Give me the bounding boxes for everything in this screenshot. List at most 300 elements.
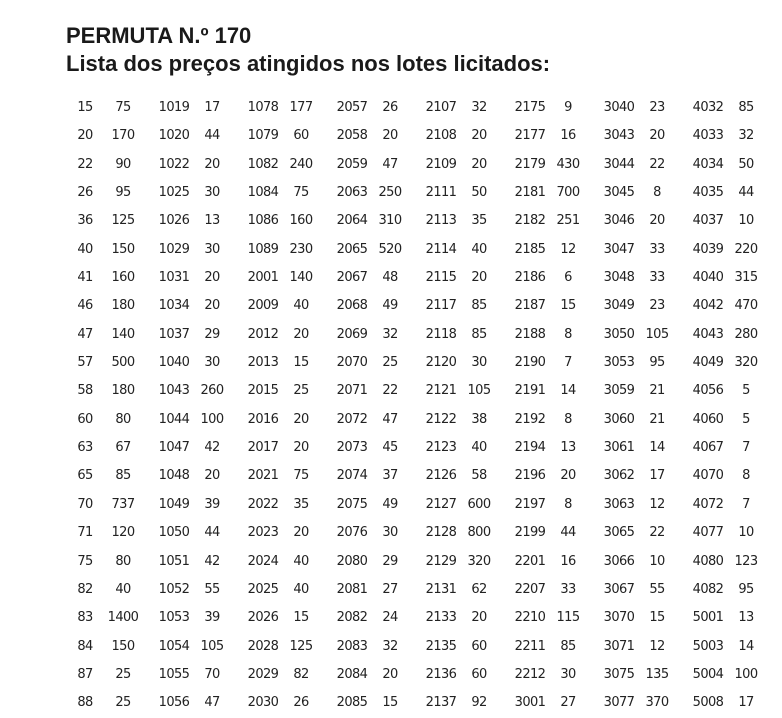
lot-number: 4049	[692, 355, 724, 371]
lot-number: 2210	[514, 610, 546, 626]
lot-number: 2084	[336, 666, 368, 682]
lot-number: 70	[77, 496, 93, 512]
table-row	[155, 689, 245, 717]
lot-number: 2133	[425, 610, 457, 626]
table-row	[422, 151, 512, 179]
lot-price: 33	[649, 241, 665, 257]
lot-price: 14	[560, 383, 576, 399]
table-row	[244, 179, 334, 207]
table-row	[689, 321, 779, 349]
table-row	[422, 179, 512, 207]
lot-price: 44	[204, 525, 220, 541]
lot-price: 75	[293, 185, 309, 201]
table-row	[333, 122, 423, 150]
lot-price: 42	[204, 553, 220, 569]
lot-price: 17	[738, 695, 754, 711]
lot-price: 6	[564, 270, 572, 286]
lot-price: 20	[471, 156, 487, 172]
lot-price: 23	[649, 298, 665, 314]
lot-number: 2126	[425, 468, 457, 484]
lot-price: 32	[738, 128, 754, 144]
lot-price: 310	[378, 213, 402, 229]
lot-number: 2190	[514, 355, 546, 371]
lot-number: 2068	[336, 298, 368, 314]
table-row	[333, 207, 423, 235]
lot-price: 35	[293, 496, 309, 512]
lot-price: 5	[742, 383, 750, 399]
table-row	[511, 576, 601, 604]
lot-price: 35	[471, 213, 487, 229]
lot-number: 2015	[247, 383, 279, 399]
lot-price: 20	[204, 468, 220, 484]
table-row	[600, 122, 690, 150]
lot-number: 5003	[692, 638, 724, 654]
table-row	[333, 661, 423, 689]
table-row	[422, 321, 512, 349]
lot-number: 3048	[603, 270, 635, 286]
lot-price: 38	[471, 411, 487, 427]
lot-number: 4037	[692, 213, 724, 229]
lot-number: 4043	[692, 326, 724, 342]
lot-number: 1022	[158, 156, 190, 172]
lot-number: 2064	[336, 213, 368, 229]
lot-price: 20	[471, 270, 487, 286]
lot-price: 44	[204, 128, 220, 144]
table-row	[66, 122, 156, 150]
lot-number: 3059	[603, 383, 635, 399]
lot-price: 22	[649, 156, 665, 172]
table-row	[244, 548, 334, 576]
lot-number: 2192	[514, 411, 546, 427]
table-row	[155, 321, 245, 349]
table-row	[244, 207, 334, 235]
lot-number: 4060	[692, 411, 724, 427]
table-row	[600, 434, 690, 462]
table-row	[422, 207, 512, 235]
lot-number: 2082	[336, 610, 368, 626]
table-row	[333, 519, 423, 547]
lot-price: 20	[293, 411, 309, 427]
lot-price: 25	[382, 355, 398, 371]
lot-number: 15	[77, 100, 93, 115]
lot-price: 25	[115, 695, 131, 711]
lot-number: 3077	[603, 695, 635, 711]
lot-number: 2022	[247, 496, 279, 512]
lot-number: 1026	[158, 213, 190, 229]
lot-number: 3053	[603, 355, 635, 371]
table-row	[66, 689, 156, 717]
table-row	[511, 179, 601, 207]
lot-number: 2074	[336, 468, 368, 484]
table-row	[511, 94, 601, 122]
lot-number: 1040	[158, 355, 190, 371]
lot-number: 2065	[336, 241, 368, 257]
lot-number: 2182	[514, 213, 546, 229]
lot-price: 105	[467, 383, 491, 399]
lot-number: 22	[77, 156, 93, 172]
table-row	[155, 519, 245, 547]
lot-number: 2186	[514, 270, 546, 286]
lot-number: 2073	[336, 440, 368, 456]
lot-price: 40	[293, 298, 309, 314]
lot-price: 15	[382, 695, 398, 711]
table-row	[155, 576, 245, 604]
lot-number: 2083	[336, 638, 368, 654]
lot-number: 3070	[603, 610, 635, 626]
table-row	[511, 491, 601, 519]
lot-number: 4034	[692, 156, 724, 172]
lot-number: 1047	[158, 440, 190, 456]
table-row	[422, 236, 512, 264]
table-row	[155, 236, 245, 264]
lot-number: 57	[77, 355, 93, 371]
table-row	[600, 633, 690, 661]
lot-price: 24	[382, 610, 398, 626]
table-row	[66, 321, 156, 349]
table-row	[600, 321, 690, 349]
lot-price: 20	[560, 468, 576, 484]
table-row	[689, 519, 779, 547]
lot-number: 4082	[692, 581, 724, 597]
table-row	[689, 491, 779, 519]
lot-price: 180	[111, 298, 135, 314]
lot-number: 2030	[247, 695, 279, 711]
table-row	[600, 207, 690, 235]
lot-number: 3050	[603, 326, 635, 342]
lot-price: 60	[293, 128, 309, 144]
lot-price: 8	[564, 411, 572, 427]
lot-number: 2117	[425, 298, 457, 314]
lot-price: 85	[471, 298, 487, 314]
lot-price: 1400	[107, 610, 139, 626]
lot-price: 30	[560, 666, 576, 682]
table-row	[422, 264, 512, 292]
lot-price: 85	[115, 468, 131, 484]
table-row	[244, 94, 334, 122]
lot-number: 2057	[336, 100, 368, 115]
lot-number: 4067	[692, 440, 724, 456]
table-row	[155, 264, 245, 292]
lot-price: 125	[289, 638, 313, 654]
lot-number: 65	[77, 468, 93, 484]
lot-price: 40	[293, 581, 309, 597]
lot-number: 2187	[514, 298, 546, 314]
lot-price: 150	[111, 241, 135, 257]
lot-number: 3047	[603, 241, 635, 257]
page-title: PERMUTA N.º 170	[66, 23, 252, 48]
lot-price: 47	[382, 411, 398, 427]
lot-number: 2118	[425, 326, 457, 342]
lot-number: 2059	[336, 156, 368, 172]
lot-price: 21	[649, 383, 665, 399]
lot-number: 1089	[247, 241, 279, 257]
lot-price: 123	[734, 553, 758, 569]
lot-number: 1050	[158, 525, 190, 541]
lot-price: 80	[115, 411, 131, 427]
lot-price: 30	[471, 355, 487, 371]
lot-number: 2075	[336, 496, 368, 512]
lot-price: 115	[556, 610, 580, 626]
lot-price: 40	[471, 440, 487, 456]
table-column	[422, 94, 512, 718]
lot-price: 16	[560, 553, 576, 569]
lot-price: 280	[734, 326, 758, 342]
table-row	[422, 406, 512, 434]
lot-price: 85	[471, 326, 487, 342]
lot-price: 160	[289, 213, 313, 229]
lot-number: 2028	[247, 638, 279, 654]
lot-price: 95	[649, 355, 665, 371]
table-row	[689, 661, 779, 689]
lot-price: 30	[204, 241, 220, 257]
table-row	[66, 292, 156, 320]
lot-number: 2071	[336, 383, 368, 399]
lot-price: 700	[556, 185, 580, 201]
table-row	[689, 349, 779, 377]
lot-price: 320	[467, 553, 491, 569]
table-row	[244, 264, 334, 292]
table-row	[511, 519, 601, 547]
lot-number: 1031	[158, 270, 190, 286]
lot-number: 2081	[336, 581, 368, 597]
table-row	[511, 377, 601, 405]
lot-number: 5001	[692, 610, 724, 626]
lot-number: 3049	[603, 298, 635, 314]
table-row	[422, 519, 512, 547]
lot-price: 70	[204, 666, 220, 682]
table-row	[511, 349, 601, 377]
lot-number: 2069	[336, 326, 368, 342]
lot-price: 27	[382, 581, 398, 597]
lot-number: 2029	[247, 666, 279, 682]
table-row	[66, 406, 156, 434]
lot-price: 26	[293, 695, 309, 711]
lot-price: 9	[564, 100, 572, 115]
lot-price: 62	[471, 581, 487, 597]
lot-price: 29	[204, 326, 220, 342]
table-row	[689, 689, 779, 717]
lot-price: 20	[293, 326, 309, 342]
lot-number: 5008	[692, 695, 724, 711]
table-row	[333, 179, 423, 207]
lot-number: 1079	[247, 128, 279, 144]
lot-price: 13	[204, 213, 220, 229]
table-row	[244, 633, 334, 661]
lot-number: 3001	[514, 695, 546, 711]
lot-number: 2076	[336, 525, 368, 541]
table-row	[689, 264, 779, 292]
table-row	[66, 264, 156, 292]
table-row	[689, 151, 779, 179]
table-row	[600, 519, 690, 547]
table-row	[422, 292, 512, 320]
table-row	[244, 349, 334, 377]
lot-number: 75	[77, 553, 93, 569]
lot-number: 2017	[247, 440, 279, 456]
lot-price: 33	[560, 581, 576, 597]
lot-price: 75	[293, 468, 309, 484]
lot-number: 2115	[425, 270, 457, 286]
table-row	[66, 604, 156, 632]
lot-price: 20	[382, 128, 398, 144]
lot-number: 2179	[514, 156, 546, 172]
lot-price: 20	[204, 156, 220, 172]
table-row	[511, 633, 601, 661]
table-column	[689, 94, 779, 718]
table-row	[155, 462, 245, 490]
lot-price: 260	[200, 383, 224, 399]
table-row	[600, 94, 690, 122]
lot-number: 2067	[336, 270, 368, 286]
lot-number: 2013	[247, 355, 279, 371]
lot-number: 1053	[158, 610, 190, 626]
lot-price: 39	[204, 610, 220, 626]
lot-price: 320	[734, 355, 758, 371]
table-row	[689, 94, 779, 122]
lot-price: 16	[560, 128, 576, 144]
lot-price: 37	[382, 468, 398, 484]
lot-number: 58	[77, 383, 93, 399]
table-row	[155, 548, 245, 576]
lot-price: 32	[471, 100, 487, 115]
lot-price: 20	[382, 666, 398, 682]
table-row	[244, 576, 334, 604]
table-row	[244, 292, 334, 320]
table-row	[511, 151, 601, 179]
table-row	[689, 292, 779, 320]
lot-price: 8	[564, 326, 572, 342]
lot-price: 7	[742, 496, 750, 512]
lot-number: 2177	[514, 128, 546, 144]
lot-price: 67	[115, 440, 131, 456]
lot-number: 2080	[336, 553, 368, 569]
lot-number: 2175	[514, 100, 546, 115]
lot-number: 4072	[692, 496, 724, 512]
table-row	[66, 179, 156, 207]
lot-price: 15	[649, 610, 665, 626]
lot-price: 95	[115, 185, 131, 201]
lot-number: 2111	[425, 185, 457, 201]
table-row	[422, 576, 512, 604]
lot-price: 800	[467, 525, 491, 541]
table-row	[600, 689, 690, 717]
lot-price: 140	[289, 270, 313, 286]
lot-price: 85	[738, 100, 754, 115]
table-row	[689, 604, 779, 632]
lot-number: 2026	[247, 610, 279, 626]
table-row	[422, 548, 512, 576]
lot-number: 2207	[514, 581, 546, 597]
lot-price: 47	[382, 156, 398, 172]
lot-price: 14	[649, 440, 665, 456]
lot-price: 44	[738, 185, 754, 201]
lot-price: 15	[560, 298, 576, 314]
table-row	[66, 519, 156, 547]
lot-number: 2212	[514, 666, 546, 682]
table-row	[155, 207, 245, 235]
lot-number: 2107	[425, 100, 457, 115]
table-row	[600, 462, 690, 490]
table-row	[66, 94, 156, 122]
lot-number: 1078	[247, 100, 279, 115]
lot-price: 20	[649, 128, 665, 144]
table-row	[66, 151, 156, 179]
lot-price: 120	[111, 525, 135, 541]
lot-number: 1025	[158, 185, 190, 201]
lot-number: 3065	[603, 525, 635, 541]
lot-number: 46	[77, 298, 93, 314]
table-row	[422, 661, 512, 689]
table-row	[511, 321, 601, 349]
table-row	[600, 179, 690, 207]
table-row	[422, 122, 512, 150]
table-row	[689, 377, 779, 405]
lot-price: 140	[111, 326, 135, 342]
lot-price: 10	[738, 525, 754, 541]
lot-number: 2058	[336, 128, 368, 144]
lot-number: 2021	[247, 468, 279, 484]
lot-price: 500	[111, 355, 135, 371]
lot-number: 2012	[247, 326, 279, 342]
lot-number: 3066	[603, 553, 635, 569]
lot-price: 20	[204, 270, 220, 286]
price-list-table	[66, 94, 782, 717]
lot-price: 8	[742, 468, 750, 484]
table-row	[422, 689, 512, 717]
lot-number: 1084	[247, 185, 279, 201]
lot-price: 520	[378, 241, 402, 257]
table-row	[600, 349, 690, 377]
lot-price: 20	[649, 213, 665, 229]
lot-price: 50	[738, 156, 754, 172]
table-row	[689, 236, 779, 264]
lot-number: 3061	[603, 440, 635, 456]
lot-number: 3062	[603, 468, 635, 484]
table-row	[333, 462, 423, 490]
table-row	[66, 349, 156, 377]
table-row	[155, 151, 245, 179]
table-row	[244, 122, 334, 150]
lot-number: 2009	[247, 298, 279, 314]
lot-number: 1043	[158, 383, 190, 399]
table-row	[600, 576, 690, 604]
lot-number: 71	[77, 525, 93, 541]
table-row	[66, 462, 156, 490]
lot-price: 48	[382, 270, 398, 286]
table-row	[333, 292, 423, 320]
lot-price: 12	[649, 496, 665, 512]
lot-number: 20	[77, 128, 93, 144]
table-row	[244, 434, 334, 462]
lot-price: 58	[471, 468, 487, 484]
lot-number: 2023	[247, 525, 279, 541]
lot-price: 8	[653, 185, 661, 201]
lot-number: 2181	[514, 185, 546, 201]
table-row	[333, 548, 423, 576]
lot-price: 170	[111, 128, 135, 144]
table-row	[244, 377, 334, 405]
table-row	[600, 236, 690, 264]
lot-number: 2025	[247, 581, 279, 597]
lot-price: 75	[115, 100, 131, 115]
table-row	[66, 236, 156, 264]
lot-number: 2016	[247, 411, 279, 427]
lot-number: 2113	[425, 213, 457, 229]
lot-price: 92	[471, 695, 487, 711]
table-row	[511, 548, 601, 576]
table-row	[155, 292, 245, 320]
lot-number: 1054	[158, 638, 190, 654]
